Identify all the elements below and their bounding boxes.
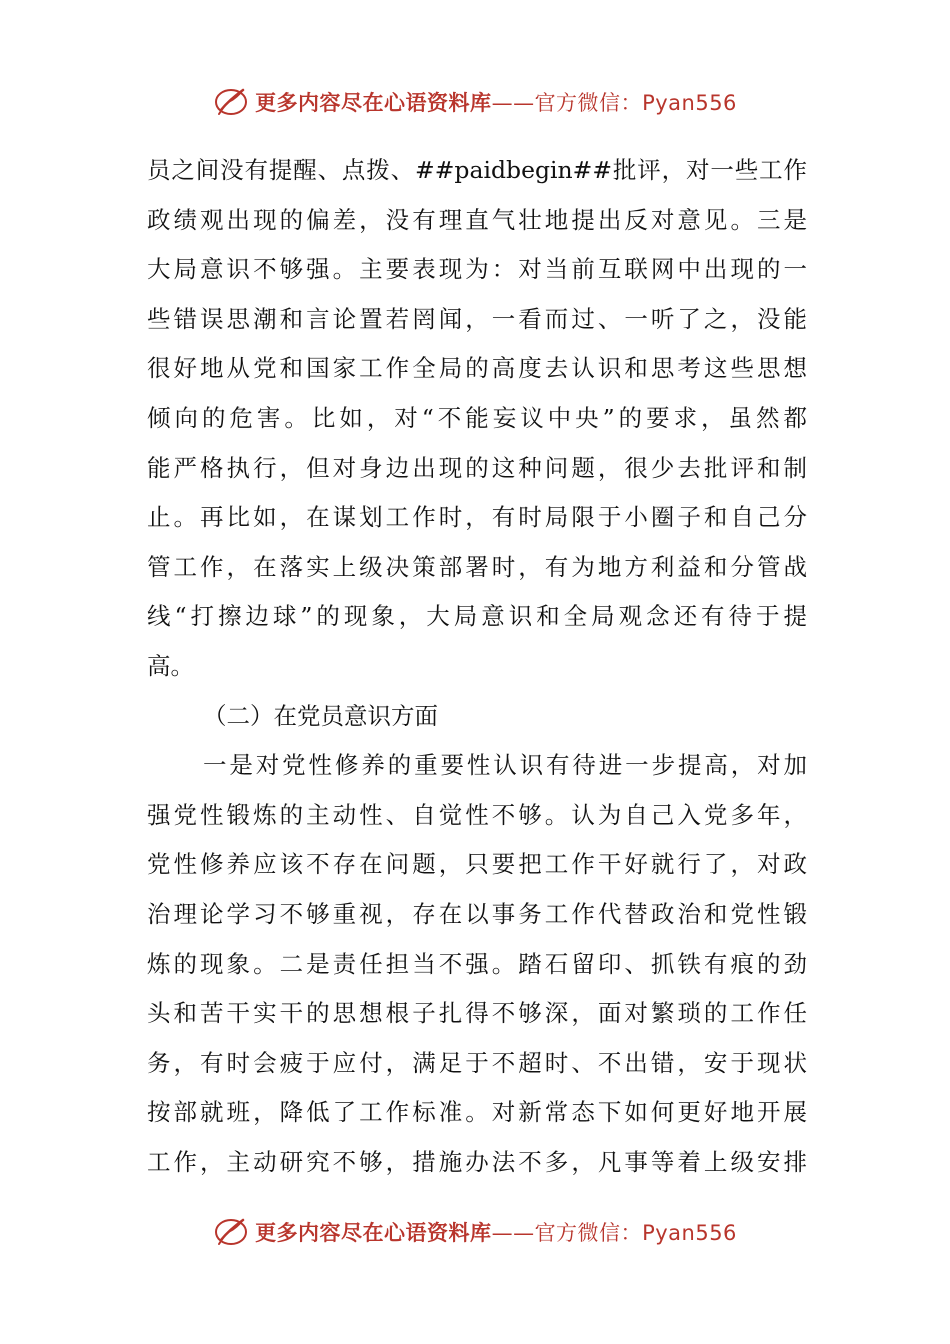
quill-logo-icon [213, 84, 249, 120]
body-line: 一是对党性修养的重要性认识有待进一步提高，对加 [203, 751, 807, 780]
body-line: 止。再比如，在谋划工作时，有时局限于小圈子和自己分 [147, 503, 807, 532]
watermark-prefix: 更多内容尽在心语资料库 [255, 1221, 492, 1245]
document-body [147, 146, 807, 1187]
body-line: 大局意识不够强。主要表现为：对当前互联网中出现的一 [147, 255, 807, 284]
section-heading: （二）在党员意识方面 [203, 701, 438, 730]
body-line: 些错误思潮和言论置若罔闻，一看而过、一听了之，没能 [147, 304, 807, 333]
body-line: 强党性锻炼的主动性、自觉性不够。认为自己入党多年， [147, 800, 807, 829]
body-line: 治理论学习不够重视，存在以事务工作代替政治和党性锻 [147, 899, 807, 928]
body-line: 党性修养应该不存在问题，只要把工作干好就行了，对政 [147, 850, 807, 879]
footer-watermark [0, 1212, 950, 1252]
quill-logo-icon [213, 1214, 249, 1250]
body-line: 头和苦干实干的思想根子扎得不够深，面对繁琐的工作任 [147, 999, 807, 1028]
body-line: 线“打擦边球”的现象，大局意识和全局观念还有待于提 [147, 602, 807, 631]
body-line: 高。 [147, 651, 194, 680]
watermark-dash: —— [491, 91, 535, 115]
header-watermark [0, 82, 950, 122]
watermark-text [255, 1217, 737, 1247]
watermark-prefix: 更多内容尽在心语资料库 [255, 91, 492, 115]
watermark-text [255, 87, 737, 117]
watermark-handle: Pyan556 [642, 1221, 737, 1245]
watermark-label: 官方微信： [534, 1221, 643, 1245]
body-line: 很好地从党和国家工作全局的高度去认识和思考这些思想 [147, 354, 807, 383]
watermark-handle: Pyan556 [642, 91, 737, 115]
body-line: 炼的现象。二是责任担当不强。踏石留印、抓铁有痕的劲 [147, 949, 807, 978]
body-line: 按部就班，降低了工作标准。对新常态下如何更好地开展 [147, 1098, 807, 1127]
body-line: 政绩观出现的偏差，没有理直气壮地提出反对意见。三是 [147, 205, 807, 234]
body-line: 能严格执行，但对身边出现的这种问题，很少去批评和制 [147, 453, 807, 482]
body-line: 管工作，在落实上级决策部署时，有为地方利益和分管战 [147, 552, 807, 581]
body-line: 倾向的危害。比如，对“不能妄议中央”的要求，虽然都 [147, 403, 807, 432]
body-line: 工作，主动研究不够，措施办法不多，凡事等着上级安排 [147, 1147, 807, 1176]
watermark-dash: —— [491, 1221, 535, 1245]
body-line: 务，有时会疲于应付，满足于不超时、不出错，安于现状 [147, 1048, 807, 1077]
body-line: 员之间没有提醒、点拨、##paidbegin##批评，对一些工作 [147, 156, 807, 184]
watermark-label: 官方微信： [534, 91, 643, 115]
